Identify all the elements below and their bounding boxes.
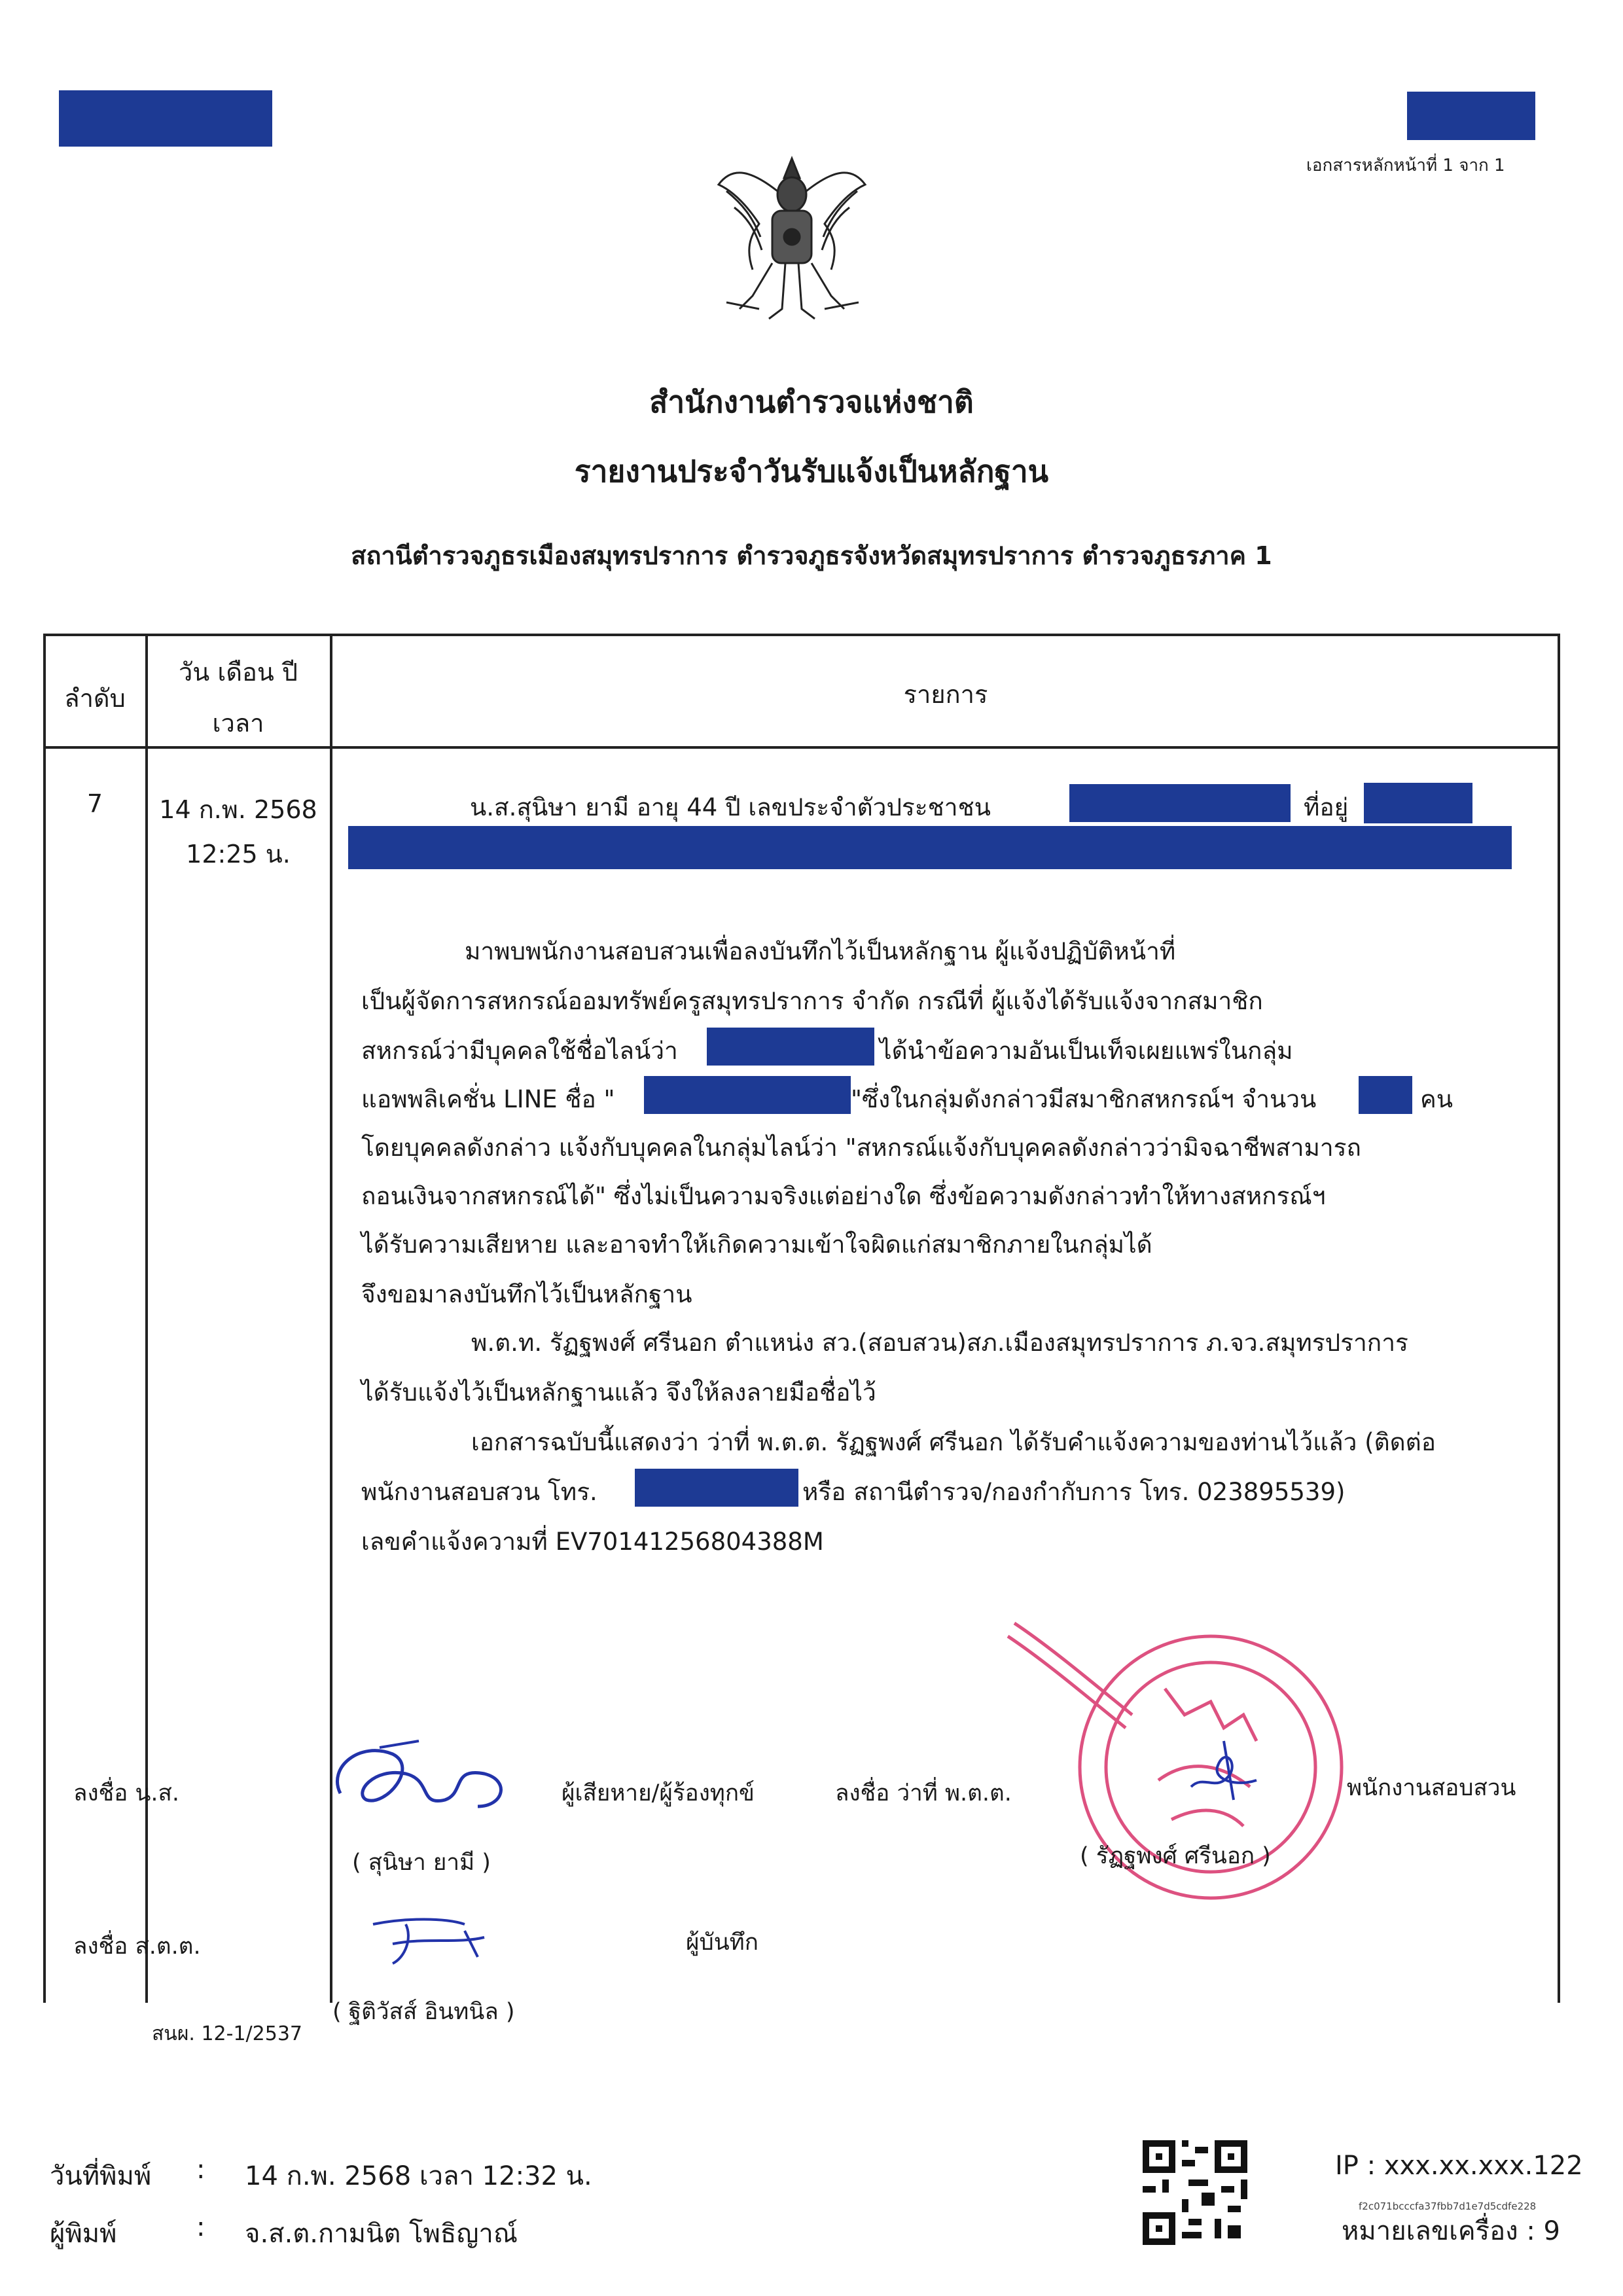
ip-address: IP : xxx.xx.xxx.122 — [1335, 2151, 1583, 2181]
row-date: 14 ก.พ. 2568 — [159, 795, 317, 824]
body-text: สหกรณ์ว่ามีบุคคลใช้ชื่อไลน์ว่า — [361, 1037, 678, 1065]
sign-label-officer: ลงชื่อ ว่าที่ พ.ต.ต. — [835, 1780, 1012, 1806]
report-title: รายงานประจำวันรับแจ้งเป็นหลักฐาน — [574, 454, 1049, 489]
complainant-signature — [321, 1728, 524, 1826]
redaction-block — [348, 826, 1512, 869]
col-header-time: เวลา — [212, 709, 264, 738]
complainant-role: ผู้เสียหาย/ผู้ร้องทุกข์ — [562, 1780, 755, 1806]
form-code: สนผ. 12-1/2537 — [152, 2022, 303, 2045]
redaction-block — [644, 1076, 851, 1114]
page-reference: เอกสารหลักหน้าที่ 1 จาก 1 — [1306, 156, 1505, 175]
officer-name: ( รัฏฐพงศ์ ศรีนอก ) — [1080, 1843, 1271, 1869]
body-text: ถอนเงินจากสหกรณ์ได้" ซึ่งไม่เป็นความจริงแต่อย่างใด ซึ่งข้อความดังกล่าวทำให้ทางสหกรณ์ฯ — [361, 1182, 1326, 1210]
body-text: เป็นผู้จัดการสหกรณ์ออมทรัพย์ครูสมุทรปราการ จำกัด กรณีที่ ผู้แจ้งได้รับแจ้งจากสมาชิก — [361, 987, 1263, 1015]
redaction-block — [1069, 784, 1291, 822]
body-text: ได้รับความเสียหาย และอาจทำให้เกิดความเข้าใจผิดแก่สมาชิกภายในกลุ่มได้ — [361, 1230, 1152, 1259]
table-border-right — [1558, 634, 1560, 2003]
machine-number: หมายเลขเครื่อง : 9 — [1342, 2216, 1560, 2246]
body-text: ได้นำข้อความอันเป็นเท็จเผยแพร่ในกลุ่ม — [880, 1037, 1293, 1065]
org-title: สำนักงานตำรวจแห่งชาติ — [649, 384, 974, 420]
col-header-date: วัน เดือน ปี — [178, 658, 298, 687]
redaction-block — [1407, 92, 1535, 140]
qr-code — [1143, 2140, 1247, 2245]
col-header-items: รายการ — [903, 680, 988, 709]
print-date-sep: : — [196, 2155, 205, 2185]
body-text: คน — [1420, 1085, 1454, 1113]
recorder-name: ( ฐิติวัสส์ อินทนิล ) — [332, 1999, 515, 2025]
redaction-block — [635, 1469, 798, 1507]
sign-label-recorder: ลงชื่อ ส.ต.ต. — [73, 1933, 201, 1960]
body-text: พนักงานสอบสวน โทร. — [361, 1478, 597, 1506]
row-time: 12:25 น. — [186, 840, 291, 869]
print-date-label: วันที่พิมพ์ — [50, 2161, 152, 2191]
complainant-line: น.ส.สุนิษา ยามี อายุ 44 ปี เลขประจำตัวประชาชน — [470, 793, 991, 821]
sign-label-complainant: ลงชื่อ น.ส. — [73, 1780, 179, 1806]
table-border-left — [43, 634, 46, 2003]
printer-value: จ.ส.ต.กามนิต โพธิญาณ์ — [245, 2219, 518, 2249]
body-text: แอพพลิเคชั่น LINE ชื่อ " — [361, 1085, 615, 1113]
body-text: เอกสารฉบับนี้แสดงว่า ว่าที่ พ.ต.ต. รัฏฐพงศ์ ศรีนอก ได้รับคำแจ้งความของท่านไว้แล้ว (ติดต่อ — [471, 1428, 1436, 1456]
redaction-block — [1364, 783, 1472, 823]
printer-sep: : — [196, 2212, 205, 2242]
body-text: "ซึ่งในกลุ่มดังกล่าวมีสมาชิกสหกรณ์ฯ จำนวน — [851, 1085, 1317, 1113]
document-hash: f2c071bcccfa37fbb7d1e7d5cdfe228 — [1359, 2200, 1537, 2212]
officer-signature — [1178, 1734, 1263, 1806]
printer-label: ผู้พิมพ์ — [50, 2219, 117, 2249]
redaction-block — [59, 90, 272, 147]
print-date-value: 14 ก.พ. 2568 เวลา 12:32 น. — [245, 2161, 592, 2191]
garuda-emblem — [713, 145, 870, 329]
recorder-signature — [366, 1911, 497, 1970]
address-label: ที่อยู่ — [1304, 793, 1349, 821]
redaction-block — [707, 1028, 874, 1066]
officer-role: พนักงานสอบสวน — [1347, 1775, 1516, 1801]
table-header-divider — [43, 746, 1560, 749]
body-text: โดยบุคคลดังกล่าว แจ้งกับบุคคลในกลุ่มไลน์ว่า "สหกรณ์แจ้งกับบุคคลดังกล่าวว่ามิจฉาชีพสามารถ — [361, 1134, 1361, 1162]
station-name: สถานีตำรวจภูธรเมืองสมุทรปราการ ตำรวจภูธรจังหวัดสมุทรปราการ ตำรวจภูธรภาค 1 — [351, 541, 1272, 570]
body-text: หรือ สถานีตำรวจ/กองกำกับการ โทร. 023895539) — [802, 1478, 1346, 1506]
body-text: มาพบพนักงานสอบสวนเพื่อลงบันทึกไว้เป็นหลักฐาน ผู้แจ้งปฏิบัติหน้าที่ — [465, 937, 1176, 965]
col-header-no: ลำดับ — [64, 684, 126, 713]
body-text: พ.ต.ท. รัฏฐพงศ์ ศรีนอก ตำแหน่ง สว.(สอบสวน)สภ.เมืองสมุทรปราการ ภ.จว.สมุทรปราการ — [471, 1329, 1408, 1357]
body-text: จึงขอมาลงบันทึกไว้เป็นหลักฐาน — [361, 1280, 692, 1308]
report-number: เลขคำแจ้งความที่ EV70141256804388M — [361, 1528, 824, 1556]
row-number: 7 — [86, 789, 103, 818]
recorder-role: ผู้บันทึก — [686, 1929, 758, 1956]
redaction-block — [1359, 1076, 1412, 1114]
complainant-name: ( สุนิษา ยามี ) — [352, 1850, 491, 1876]
body-text: ได้รับแจ้งไว้เป็นหลักฐานแล้ว จึงให้ลงลายมือชื่อไว้ — [361, 1378, 876, 1407]
